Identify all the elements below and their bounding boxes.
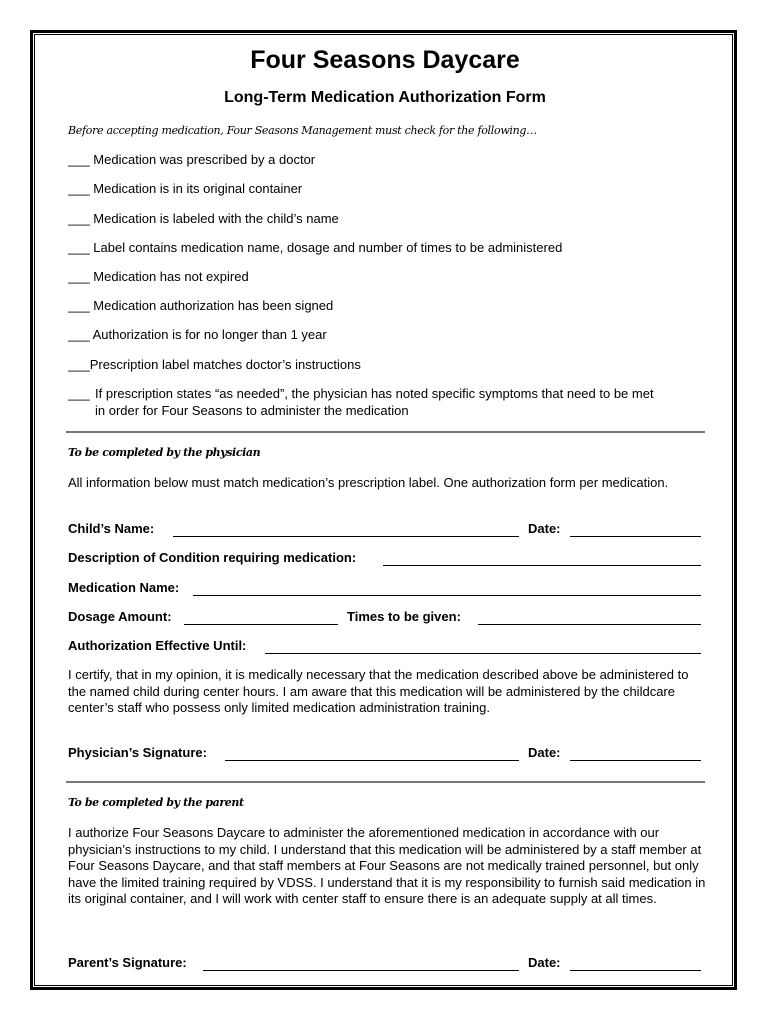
date-label: Date: (528, 521, 561, 536)
condition-label: Description of Condition requiring medication: (68, 550, 357, 565)
condition-field[interactable] (383, 565, 701, 566)
medication-name-label: Medication Name: (68, 580, 180, 595)
physician-note: All information below must match medication’s prescription label. One authorization form per medication. (68, 475, 669, 490)
physician-date-label: Date: (528, 745, 561, 760)
parent-signature-label: Parent’s Signature: (68, 955, 187, 970)
effective-until-label: Authorization Effective Until: (68, 638, 247, 653)
physician-date-field[interactable] (570, 760, 701, 761)
checklist-item: ___ Medication authorization has been signed (68, 298, 334, 313)
checklist-item: ___ Medication has not expired (68, 269, 249, 284)
medication-name-field[interactable] (193, 595, 701, 596)
times-label: Times to be given: (347, 609, 461, 624)
checklist-item-prefix: ___ (68, 386, 90, 401)
checklist-item-line1: If prescription states “as needed”, the physician has noted specific symptoms that need to be met (95, 386, 654, 401)
physician-signature-field[interactable] (225, 760, 519, 761)
parent-authorization: I authorize Four Seasons Daycare to administer the aforementioned medication in accordance with our physician’s instructions to my child. I understand that this medication will be administered by a staff member at Four Seasons Daycare, and that staff members at Four Seasons are not medically trained personnel, but only have the limited training required by VDSS. I understand that it is my responsibility to furnish said medication in its original container, and I will work with center staff to ensure there is an adequate supply at all times. (68, 825, 706, 906)
checklist-item-line2: in order for Four Seasons to administer the medication (95, 403, 409, 418)
parent-date-field[interactable] (570, 970, 701, 971)
childs-name-label: Child’s Name: (68, 521, 155, 536)
dosage-label: Dosage Amount: (68, 609, 172, 624)
date-field[interactable] (570, 536, 701, 537)
childs-name-field[interactable] (173, 536, 519, 537)
dosage-field[interactable] (184, 624, 338, 625)
intro-instruction: Before accepting medication, Four Seasons Management must check for the following… (68, 124, 537, 137)
parent-section-heading: To be completed by the parent (68, 796, 244, 809)
times-field[interactable] (478, 624, 701, 625)
section-divider (66, 781, 705, 783)
checklist-item: ___ Medication is in its original container (68, 181, 303, 196)
parent-date-label: Date: (528, 955, 561, 970)
page-title: Four Seasons Daycare (250, 46, 520, 74)
checklist-item: ___ Authorization is for no longer than 1 year (68, 327, 327, 342)
physician-section-heading: To be completed by the physician (68, 446, 261, 459)
checklist-item: ___ Medication is labeled with the child’s name (68, 211, 339, 226)
section-divider (66, 431, 705, 433)
physician-certification: I certify, that in my opinion, it is medically necessary that the medication described above be administered to the named child during center hours. I am aware that this medication will be administered by the childcare center’s staff who possess only limited medication administration training. (68, 667, 689, 715)
checklist-item: ___ Medication was prescribed by a doctor (68, 152, 316, 167)
checklist-item: ___Prescription label matches doctor’s instructions (68, 357, 361, 372)
parent-signature-field[interactable] (203, 970, 519, 971)
form-subtitle: Long-Term Medication Authorization Form (224, 89, 546, 106)
effective-until-field[interactable] (265, 653, 701, 654)
checklist-item: ___ Label contains medication name, dosage and number of times to be administered (68, 240, 563, 255)
physician-signature-label: Physician’s Signature: (68, 745, 207, 760)
